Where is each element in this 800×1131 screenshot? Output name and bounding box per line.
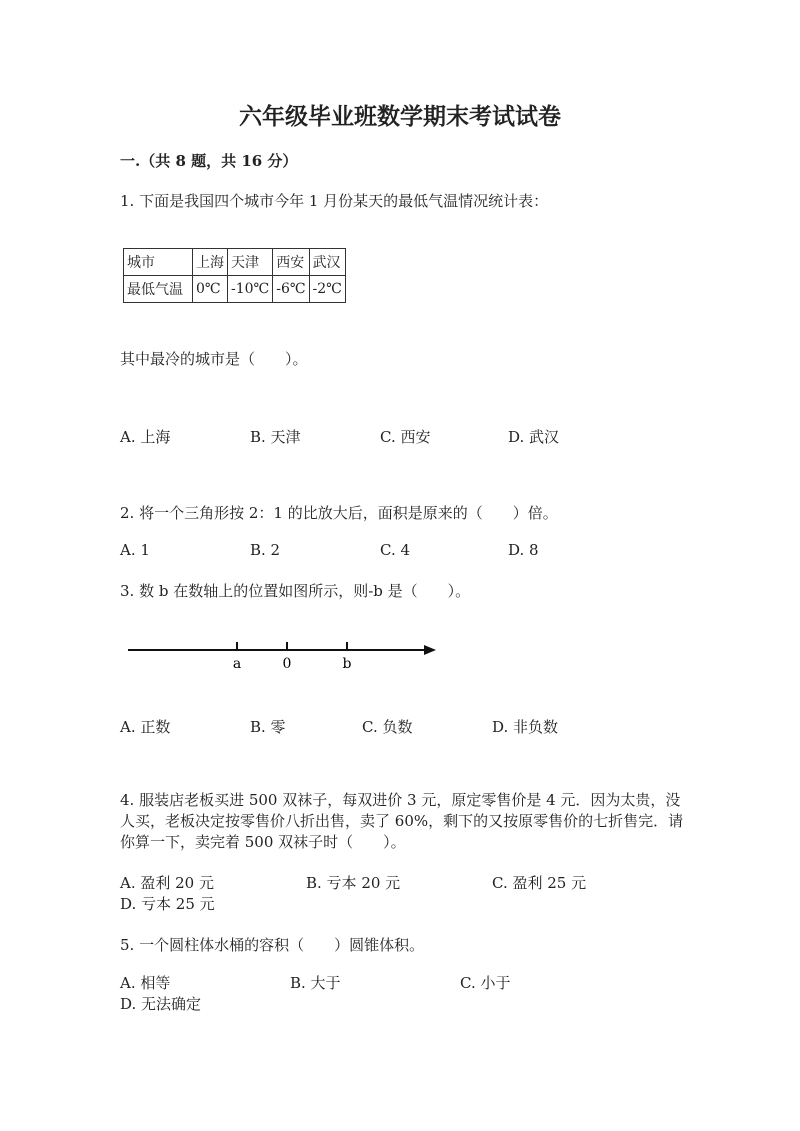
q2-option-c[interactable]: C. 4 <box>380 541 411 559</box>
table-cell: 天津 <box>228 249 273 276</box>
q4-option-a[interactable]: A. 盈利 20 元 <box>120 874 214 892</box>
q4-option-c[interactable]: C. 盈利 25 元 <box>492 874 587 892</box>
table-cell: 上海 <box>193 249 228 276</box>
axis-label-a: a <box>232 656 242 672</box>
table-cell: -10℃ <box>228 276 273 303</box>
table-cell: 西安 <box>273 249 309 276</box>
question-2-text: 2. 将一个三角形按 2：1 的比放大后，面积是原来的（ ）倍。 <box>120 504 558 522</box>
q2-option-a[interactable]: A. 1 <box>120 541 150 559</box>
table-row <box>124 249 346 276</box>
q1-option-a[interactable]: A. 上海 <box>120 428 171 446</box>
table-cell: 城市 <box>124 249 193 276</box>
table-cell: -2℃ <box>309 276 345 303</box>
q3-option-b[interactable]: B. 零 <box>250 718 286 736</box>
q1-option-b[interactable]: B. 天津 <box>250 428 301 446</box>
q5-option-a[interactable]: A. 相等 <box>120 974 171 992</box>
q2-option-b[interactable]: B. 2 <box>250 541 281 559</box>
number-line-figure <box>120 630 450 675</box>
q4-option-b[interactable]: B. 亏本 20 元 <box>306 874 401 892</box>
q5-option-b[interactable]: B. 大于 <box>290 974 341 992</box>
question-1-text: 1. 下面是我国四个城市今年 1 月份某天的最低气温情况统计表： <box>120 192 549 210</box>
table-row <box>124 276 346 303</box>
arrow-icon <box>424 645 436 655</box>
q4-option-d[interactable]: D. 亏本 25 元 <box>120 895 215 913</box>
q1-option-c[interactable]: C. 西安 <box>380 428 431 446</box>
q3-option-c[interactable]: C. 负数 <box>362 718 413 736</box>
q3-option-d[interactable]: D. 非负数 <box>492 718 559 736</box>
section-heading: 一.（共 8 题，共 16 分） <box>120 152 298 170</box>
temperature-table <box>123 248 346 303</box>
axis-label-b: b <box>342 656 352 672</box>
q5-option-c[interactable]: C. 小于 <box>460 974 511 992</box>
q5-options <box>120 973 680 1015</box>
q3-option-a[interactable]: A. 正数 <box>120 718 171 736</box>
table-cell: 最低气温 <box>124 276 193 303</box>
q1-option-d[interactable]: D. 武汉 <box>508 428 560 446</box>
q5-option-d[interactable]: D. 无法确定 <box>120 995 202 1013</box>
question-4-text: 4. 服装店老板买进 500 双袜子，每双进价 3 元，原定零售价是 4 元．因为太贵，没人买，老板决定按零售价八折出售，卖了 60%，剩下的又按原零售价的七折售完．请你算一下，卖完着 500 双袜子时（ ）。 <box>120 791 684 851</box>
table-cell: -6℃ <box>273 276 309 303</box>
q2-option-d[interactable]: D. 8 <box>508 541 539 559</box>
q4-options <box>120 873 680 915</box>
table-cell: 0℃ <box>193 276 228 303</box>
axis-label-0: 0 <box>282 656 292 672</box>
question-5-text: 5. 一个圆柱体水桶的容积（ ）圆锥体积。 <box>120 936 425 954</box>
question-3-text: 3. 数 b 在数轴上的位置如图所示，则-b 是（ ）。 <box>120 582 471 600</box>
page-title: 六年级毕业班数学期末考试试卷 <box>239 103 561 130</box>
table-cell: 武汉 <box>309 249 345 276</box>
question-1-prompt: 其中最冷的城市是（ ）。 <box>120 350 308 368</box>
